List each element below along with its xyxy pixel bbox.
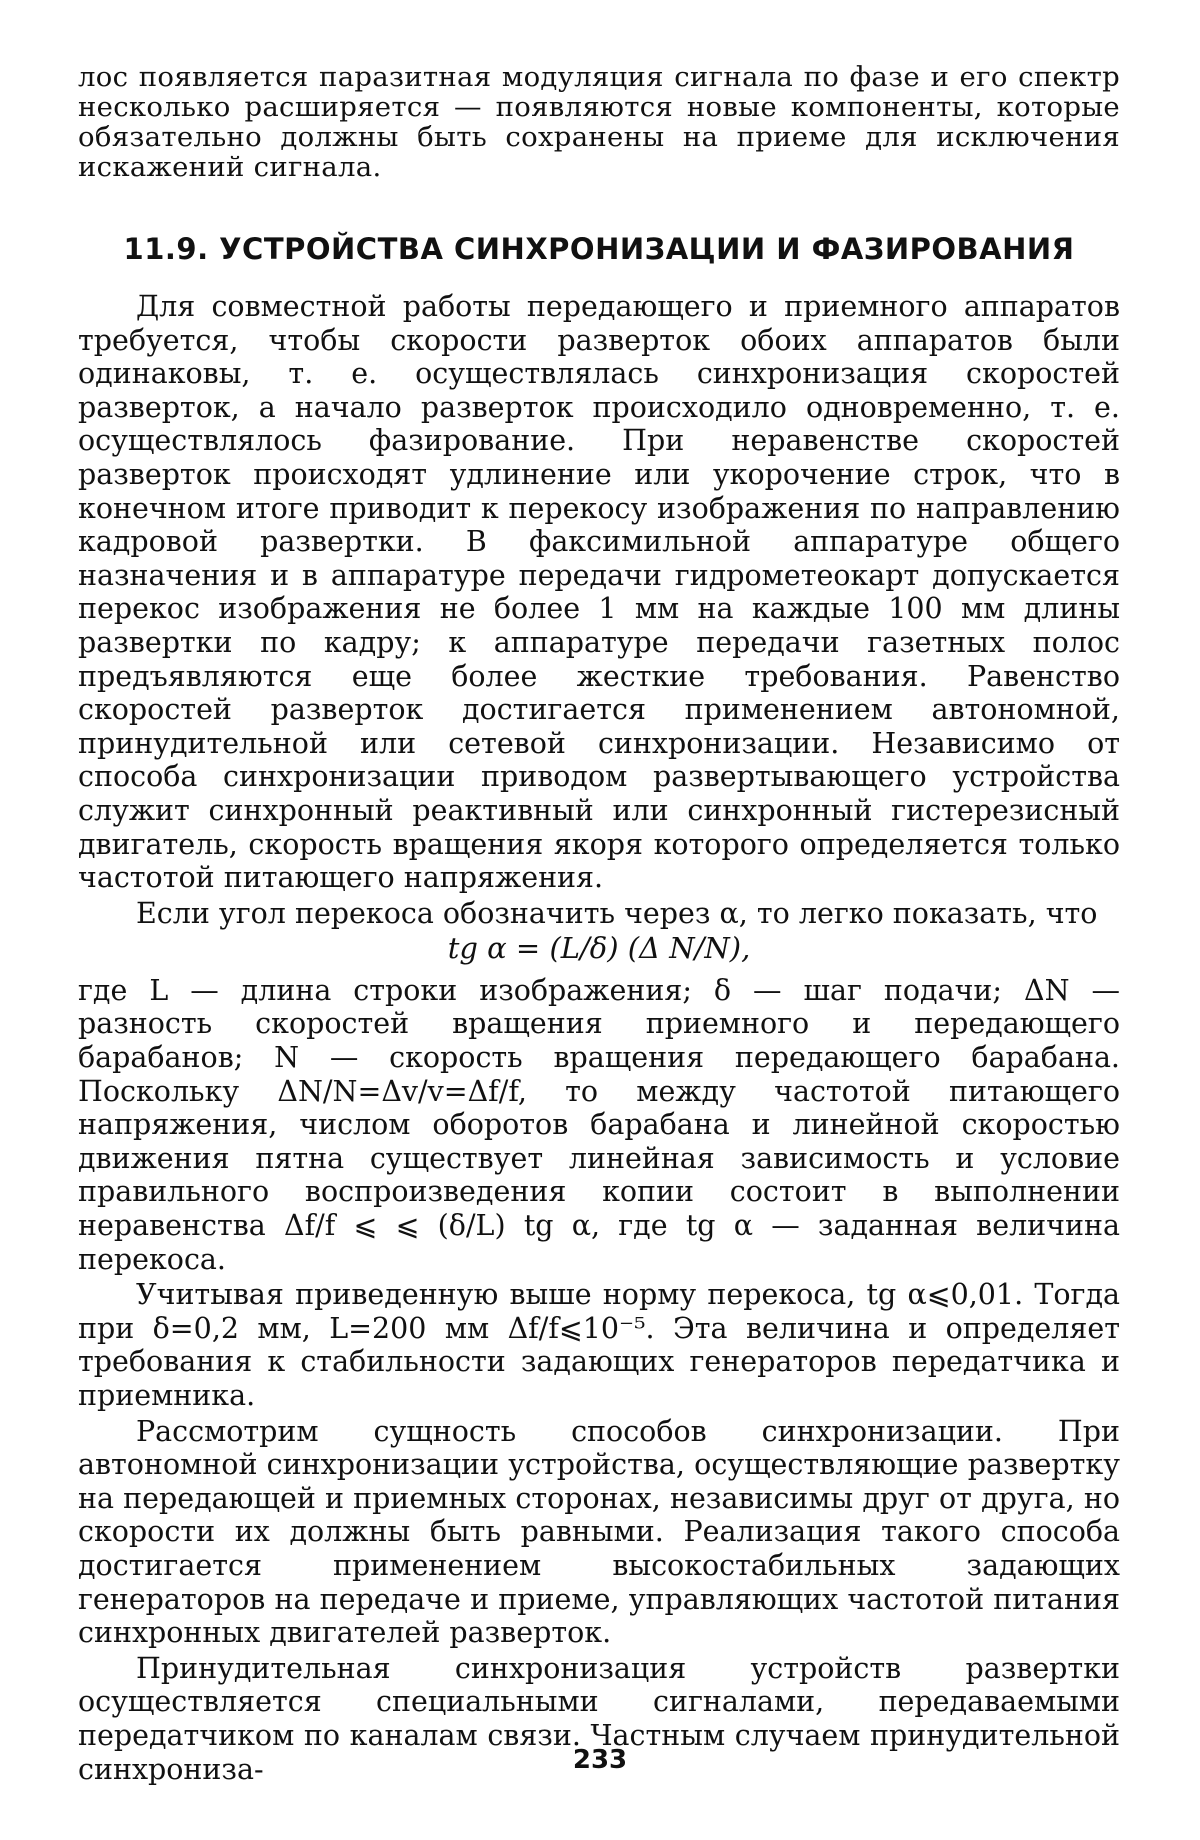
intro-paragraph: лос появляется паразитная модуляция сигнала по фазе и его спектр несколько расширяется — появляются новые компоненты, которые обязательно должны быть сохранены на приеме для исключения искажений сигнала. (78, 61, 1120, 183)
section-heading: 11.9. УСТРОЙСТВА СИНХРОНИЗАЦИИ И ФАЗИРОВАНИЯ (123, 232, 1075, 266)
paragraph: где L — длина строки изображения; δ — шаг подачи; ΔN — разность скоростей вращения приемного и передающего барабанов; N — скорость вращения передающего барабана. Поскольку ΔN/N=Δv/v=Δf/f, то между частотой питающего напряжения, числом оборотов барабана и линейной скоростью движения пятна существует линейная зависимость и условие правильного воспроизведения копии состоит в выполнении неравенства Δf/f ⩽ ⩽ (δ/L) tg α, где tg α — заданная величина перекоса. (78, 973, 1120, 1276)
paragraph: Принудительная синхронизация устройств развертки осуществляется специальными сигналами, передаваемыми передатчиком по каналам связи. Частным случаем принудительной синхрониза- (78, 1651, 1120, 1786)
paragraph: Если угол перекоса обозначить через α, то легко показать, что (136, 896, 1098, 930)
formula: tg α = (L/δ) (Δ N/N), (447, 931, 751, 966)
paragraph: Рассмотрим сущность способов синхронизации. При автономной синхронизации устройства, осуществляющие развертку на передающей и приемных сторонах, независимы друг от друга, но скорости их должны быть равными. Реализация такого способа достигается применением высокостабильных задающих генераторов на передаче и приеме, управляющих частотой питания синхронных двигателей разверток. (78, 1414, 1120, 1650)
body-text (78, 290, 1120, 1786)
paragraph: Для совместной работы передающего и приемного аппаратов требуется, чтобы скорости разверток обоих аппаратов были одинаковы, т. е. осуществлялась синхронизация скоростей разверток, а начало разверток происходило одновременно, т. е. осуществлялось фазирование. При неравенстве скоростей разверток происходят удлинение или укорочение строк, что в конечном итоге приводит к перекосу изображения по направлению кадровой развертки. В факсимильной аппаратуре общего назначения и в аппаратуре передачи гидрометеокарт допускается перекос изображения не более 1 мм на каждые 100 мм длины развертки по кадру; к аппаратуре передачи газетных полос предъявляются еще более жесткие требования. Равенство скоростей разверток достигается применением автономной, принудительной или сетевой синхронизации. Независимо от способа синхронизации приводом развертывающего устройства служит синхронный реактивный или синхронный гистерезисный двигатель, скорость вращения якоря которого определяется только частотой питающего напряжения. (78, 290, 1120, 895)
page-number: 233 (572, 1745, 628, 1775)
paragraph: Учитывая приведенную выше норму перекоса, tg α⩽0,01. Тогда при δ=0,2 мм, L=200 мм Δf/f⩽10⁻⁵. Эта величина и определяет требования к стабильности задающих генераторов передатчика и приемника. (78, 1278, 1120, 1412)
